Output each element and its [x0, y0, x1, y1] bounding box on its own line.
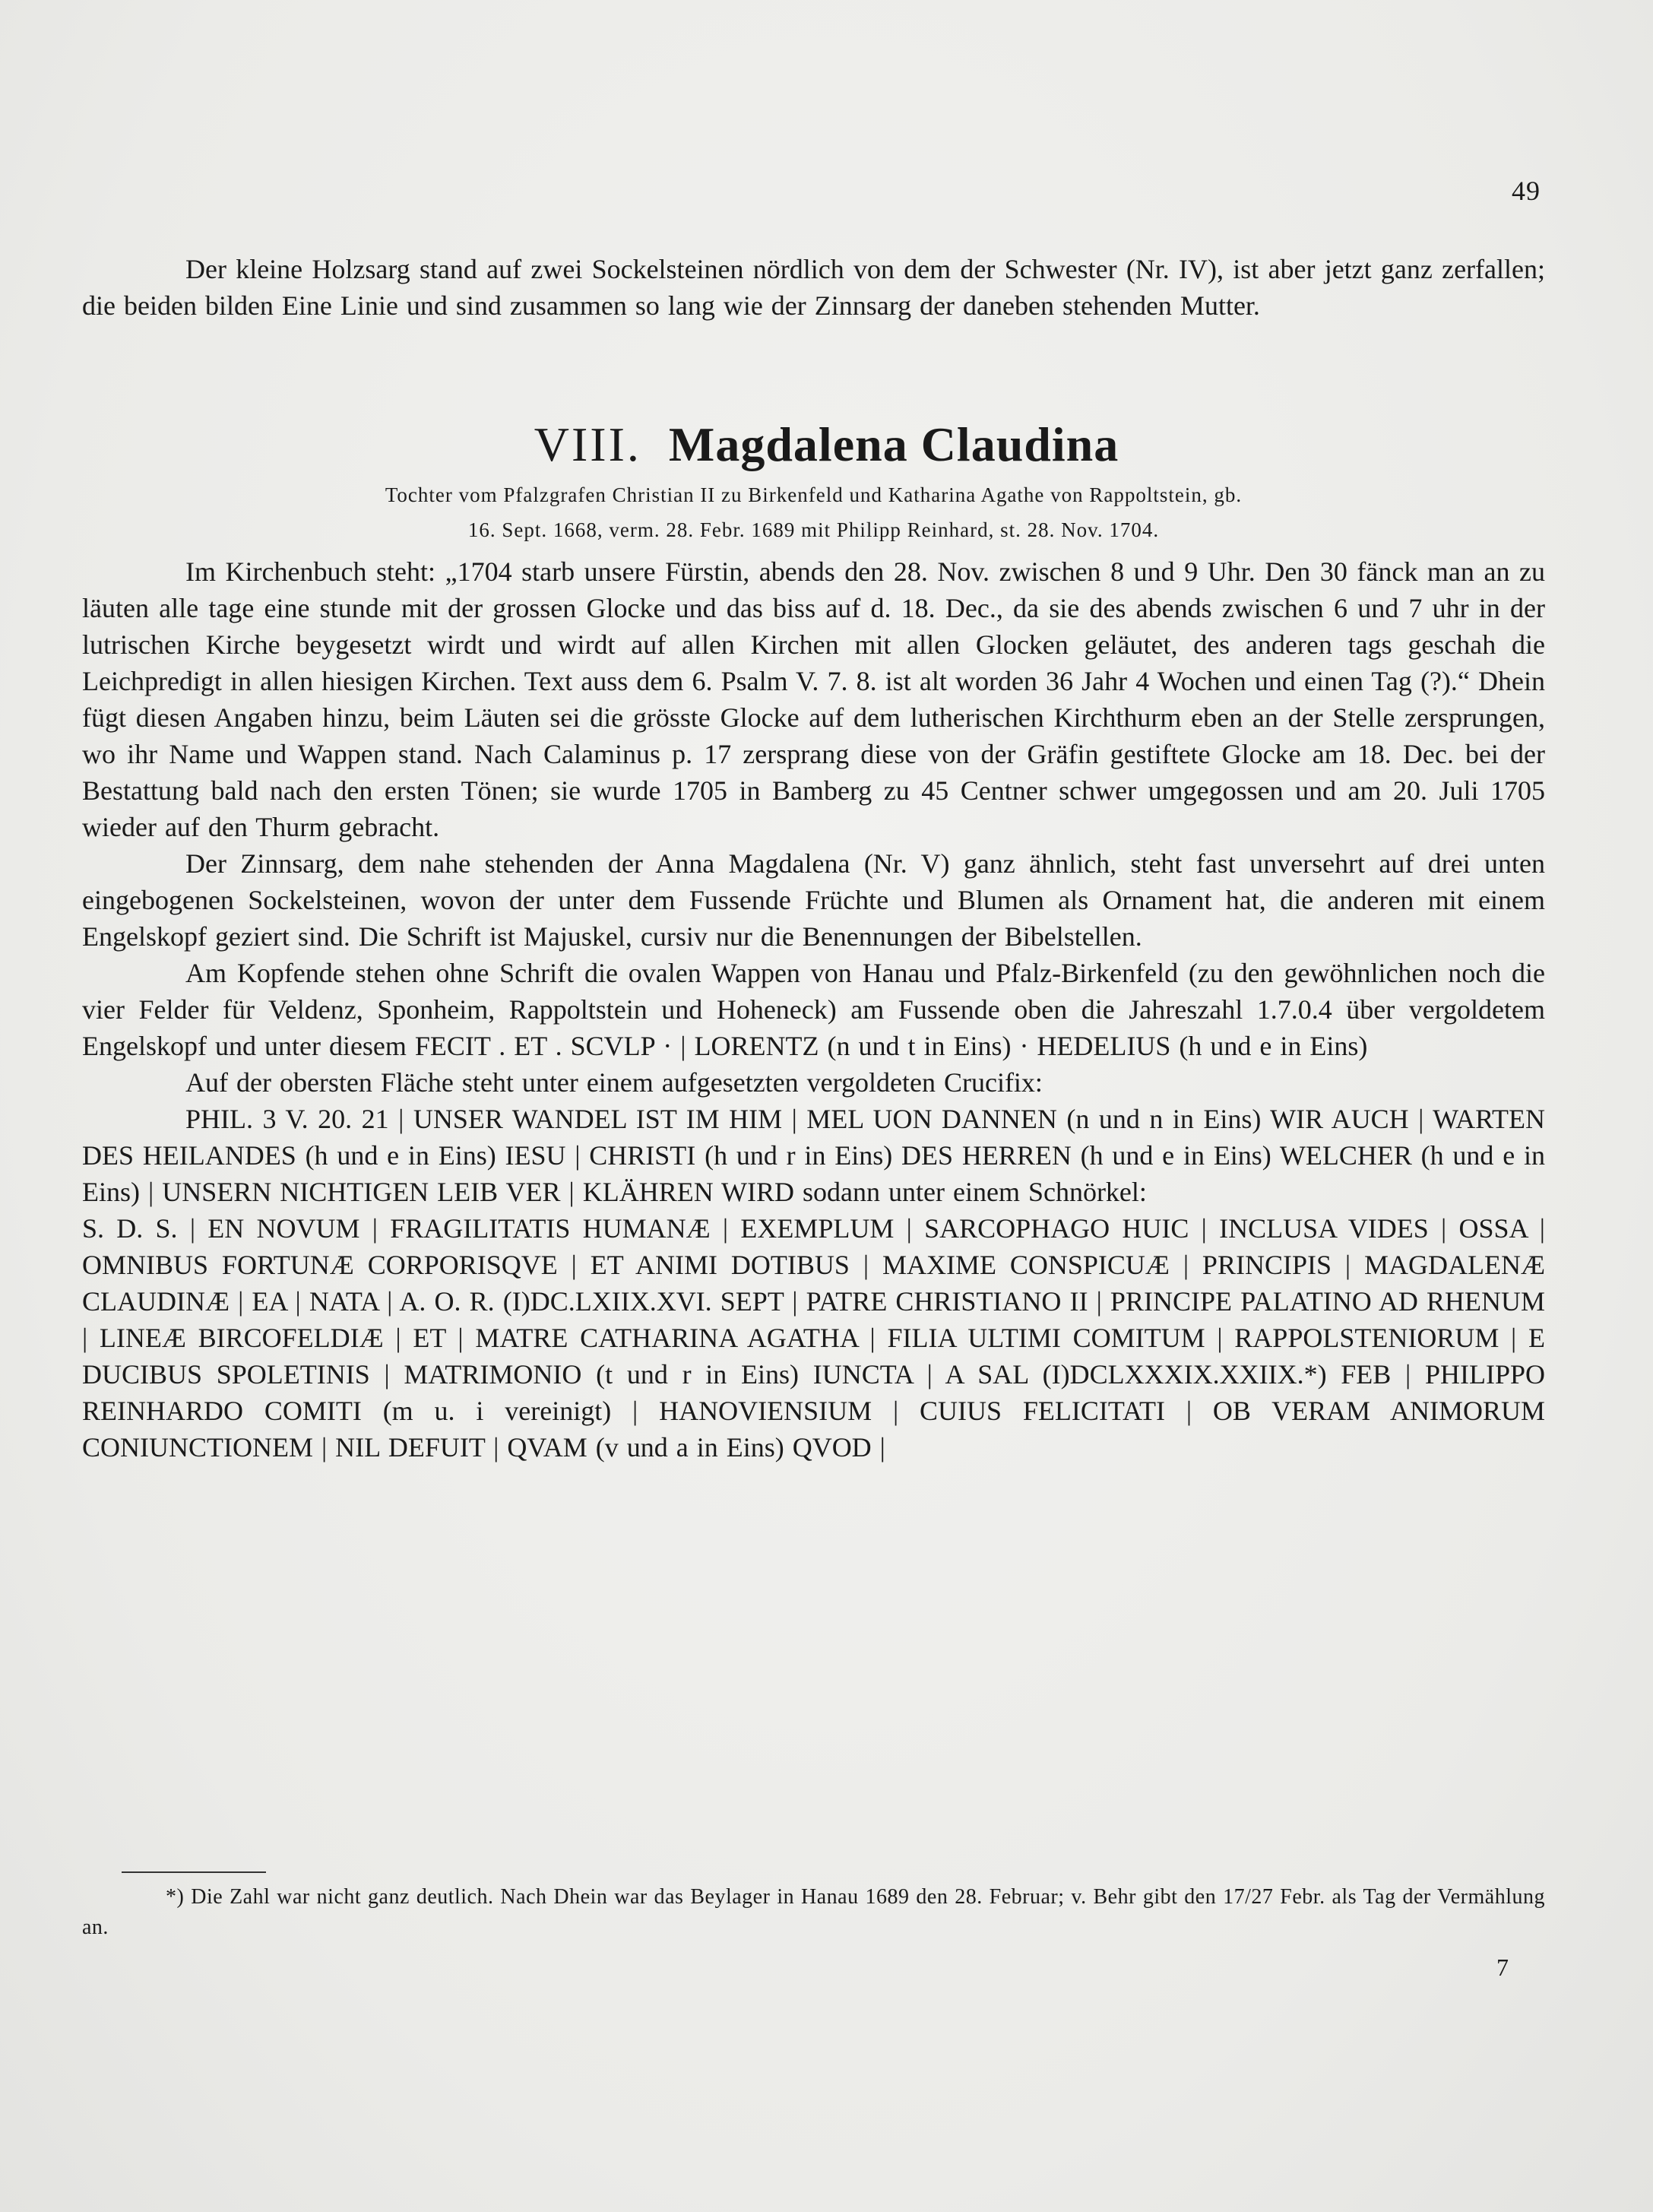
subheading-line-2: 16. Sept. 1668, verm. 28. Febr. 1689 mit Philipp Reinhard, st. 28. Nov. 1704. — [467, 518, 1160, 541]
section-number: VIII. — [534, 417, 641, 471]
paragraph-oberste-flaeche: Auf der obersten Fläche steht unter einem aufgesetzten vergoldeten Crucifix: — [185, 1067, 1043, 1098]
paragraph-phil-inscription: PHIL. 3 V. 20. 21 | UNSER WANDEL IST IM HIM | MEL UON DANNEN (n und n in Eins) WIR AUCH | WARTEN DES HEILANDES (h und e in Eins) IESU | CHRISTI (h und r in Eins) DES HERREN (h und e in Eins) WELCHER (h und e in Eins) | UNSERN NICHTIGEN LEIB VER | KLÄHREN WIRD sodann unter einem Schnörkel: — [82, 1104, 1545, 1207]
body-text — [82, 553, 1545, 1466]
footnote-text: *) Die Zahl war nicht ganz deutlich. Nach Dhein war das Beylager in Hanau 1689 den 28. Februar; v. Behr gibt den 17/27 Febr. als Tag der Vermählung an. — [82, 1885, 1545, 1939]
intro-paragraph: Der kleine Holzsarg stand auf zwei Sockelsteinen nördlich von dem der Schwester (Nr. IV), ist aber jetzt ganz zerfallen; die beiden bilden Eine Linie und sind zusammen so lang wie der Zinnsarg der daneben stehenden Mutter. — [82, 254, 1545, 321]
page-number: 49 — [1512, 176, 1541, 206]
latin-inscription: S. D. S. | EN NOVUM | FRAGILITATIS HUMANÆ | EXEMPLUM | SARCOPHAGO HUIC | INCLUSA VIDES | OSSA | OMNIBUS FORTUNÆ CORPORISQVE | ET ANIMI DOTIBUS | MAXIME CONSPICUÆ | PRINCIPIS | MAGDALENÆ CLAUDINÆ | EA | NATA | A. O. R. (I)DC.LXIIX.XVI. SEPT | PATRE CHRISTIANO II | PRINCIPE PALATINO AD RHENUM | LINEÆ BIRCOFELDIÆ | ET | MATRE CATHARINA AGATHA | FILIA ULTIMI COMITUM | RAPPOLSTENIORUM | E DUCIBUS SPOLETINIS | MATRIMONIO (t und r in Eins) IUNCTA | A SAL (I)DCLXXXIX.XXIIX.*) FEB | PHILIPPO REINHARDO COMITI (m u. i vereinigt) | HANOVIENSIUM | CUIUS FELICITATI | OB VERAM ANIMORUM CONIUNCTIONEM | NIL DEFUIT | QVAM (v und a in Eins) QVOD | — [82, 1213, 1545, 1463]
paragraph-kopfende: Am Kopfende stehen ohne Schrift die ovalen Wappen von Hanau und Pfalz-Birkenfeld (zu den gewöhnlichen noch die vier Felder für Veldenz, Sponheim, Rappoltstein und Hoheneck) am Fussende oben die Jahreszahl 1.7.0.4 über vergoldetem Engelskopf und unter diesem FECIT . ET . SCVLP · | LORENTZ (n und t in Eins) · HEDELIUS (h und e in Eins) — [82, 958, 1545, 1061]
paragraph-kirchenbuch: Im Kirchenbuch steht: „1704 starb unsere Fürstin, abends den 28. Nov. zwischen 8 und 9 Uhr. Den 30 fänck man an zu läuten alle tage eine stunde mit der grossen Glocke und das biss auf d. 18. Dec., da sie des abends zwischen 6 und 7 uhr in der lutrischen Kirche beygesetzt wirdt und wirdt auf allen Kirchen mit allen Glocken geläutet, des anderen tags geschah die Leichpredigt in allen hiesigen Kirchen. Text auss dem 6. Psalm V. 7. 8. ist alt worden 36 Jahr 4 Wochen und einen Tag (?).“ Dhein fügt diesen Angaben hinzu, beim Läuten sei die grösste Glocke auf dem lutherischen Kirchthurm eben an der Stelle zersprungen, wo ihr Name und Wappen stand. Nach Calaminus p. 17 zersprang diese von der Gräfin gestiftete Glocke am 18. Dec. bei der Bestattung bald nach den ersten Tönen; sie wurde 1705 in Bamberg zu 45 Centner schwer umgegossen und am 20. Juli 1705 wieder auf den Thurm gebracht. — [82, 556, 1545, 842]
footnote-rule — [122, 1871, 266, 1873]
section-name: Magdalena Claudina — [668, 417, 1119, 471]
intro-paragraph-block — [82, 251, 1545, 324]
paragraph-zinnsarg: Der Zinnsarg, dem nahe stehenden der Anna Magdalena (Nr. V) ganz ähnlich, steht fast unversehrt auf drei unten eingebogenen Sockelsteinen, wovon der unter dem Fussende Früchte und Blumen als Ornament hat, die anderen mit einem Engelskopf geziert sind. Die Schrift ist Majuskel, cursiv nur die Benennungen der Bibelstellen. — [82, 848, 1545, 952]
section-subheading — [82, 477, 1545, 547]
section-heading — [0, 417, 1653, 473]
signature-mark: 7 — [1496, 1954, 1509, 1981]
footnote-block — [82, 1882, 1545, 1943]
subheading-line-1: Tochter vom Pfalzgrafen Christian II zu Birkenfeld und Katharina Agathe von Rappoltstein, gb. — [385, 483, 1243, 506]
